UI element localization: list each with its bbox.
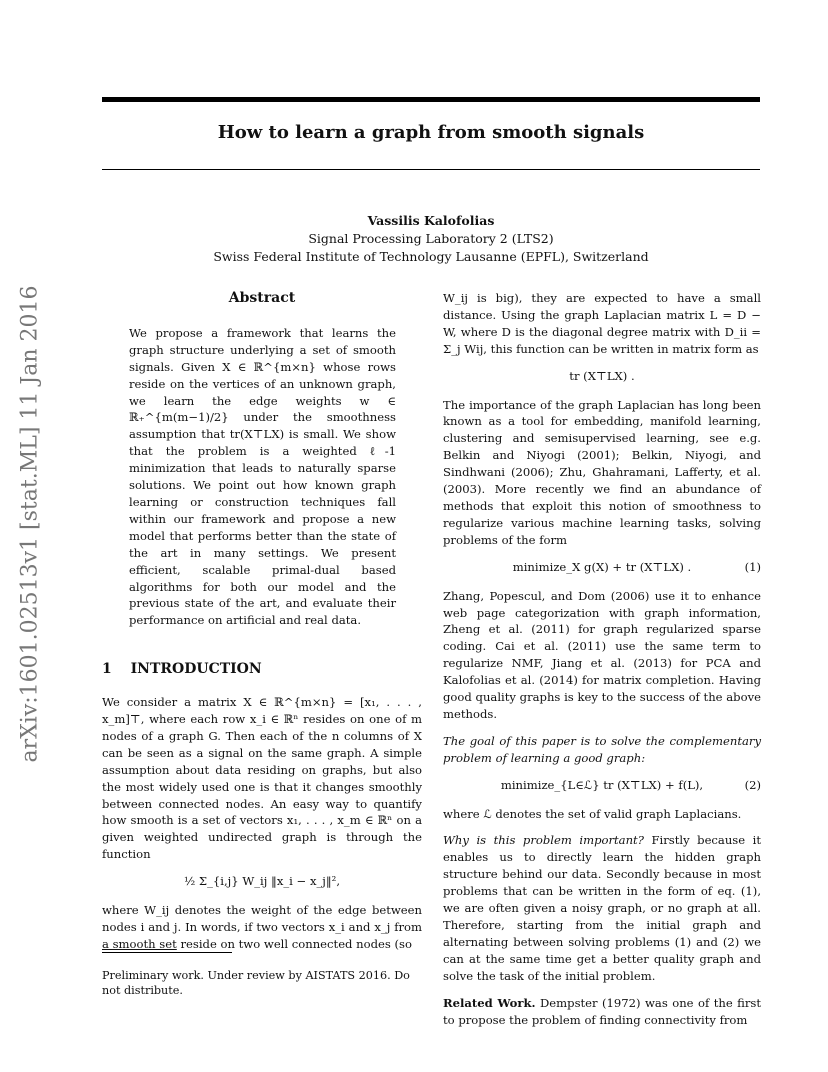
smooth-set-link[interactable]: a smooth set <box>102 936 177 951</box>
author-block <box>102 212 760 266</box>
section-number: 1 <box>102 661 112 678</box>
equation-2-label: (2) <box>744 777 761 792</box>
paper-title: How to learn a graph from smooth signals <box>217 122 645 143</box>
abstract-heading: Abstract <box>228 290 296 306</box>
goal-paragraph: The goal of this paper is to solve the complementary problem of learning a good graph: <box>443 733 761 765</box>
section-title: INTRODUCTION <box>130 661 262 678</box>
left-column <box>102 290 422 953</box>
footnote-rule <box>102 952 232 953</box>
equation-1-label: (1) <box>744 559 761 574</box>
importance-paragraph: The importance of the graph Laplacian has long been known as a tool for embedding, manifold learning, clustering and semisupervised learning, see e.g. Belkin and Niyogi (2001); Belkin, Niyogi, and Sindhwani (2006); Zhu, Ghahramani, Lafferty, et al. (2003). More recently we find an abundance of methods that exploit this notion of smoothness to regularize various machine learning tasks, solving problems of the form <box>443 397 761 547</box>
applications-paragraph: Zhang, Popescul, and Dom (2006) use it to enhance web page categorization with graph information, Zheng et al. (2011) for graph regularized sparse coding. Cai et al. (2011) use the same term to regularize NMF, Jiang et al. (2013) for PCA and Kalofolias et al. (2014) for matrix completion. Having good quality graphs is key to the success of the above methods. <box>443 588 761 721</box>
author-name: Vassilis Kalofolias <box>367 213 495 228</box>
equation-smoothness: ½ Σ_{i,j} W_ij ‖x_i − x_j‖², <box>183 874 341 889</box>
intro-paragraph-2: where W_ij denotes the weight of the edge between nodes i and j. In words, if two vectors x_i and x_j from a smooth set reside on two well connected nodes (so <box>102 903 422 951</box>
related-work-lead: Related Work. <box>443 995 536 1010</box>
arxiv-sidebar <box>12 284 48 764</box>
arxiv-id: arXiv:1601.02513v1 [stat.ML] 11 Jan 2016 <box>17 285 43 763</box>
abstract-text: We propose a framework that learns the graph structure underlying a set of smooth signals. Given X ∈ ℝ^{m×n} whose rows reside on the vertices of an unknown graph, we learn the edge weights w ∈ ℝ₊^{m(m−1)/2} under the smoothness assumption that tr(X⊤LX) is small. We show that the problem is a weighted ℓ-1 minimization that leads to naturally sparse solutions. We point out how known graph learning or construction techniques fall within our framework and propose a new model that performs better than the state of the art in many settings. We present efficient, scalable primal-dual based algorithms for both our model and the previous state of the art, and evaluate their performance on artificial and real data. <box>129 325 396 628</box>
intro-paragraph: We consider a matrix X ∈ ℝ^{m×n} = [x₁, . . . , x_m]⊤, where each row x_i ∈ ℝⁿ resides on one of m nodes of a graph G. Then each of the n columns of X can be seen as a signal on the same graph. A simple assumption about data residing on graphs, but also the most widely used one is that it changes smoothly between connected nodes. An easy way to quantify how smooth is a set of vectors x₁, . . . , x_m ∈ ℝⁿ on a given weighted undirected graph is through the function <box>102 695 422 862</box>
footnote: Preliminary work. Under review by AISTATS 2016. Do not distribute. <box>102 969 410 997</box>
equation-1: minimize_X g(X) + tr (X⊤LX) . (1) <box>512 559 761 574</box>
laplacian-paragraph: W_ij is big), they are expected to have a small distance. Using the graph Laplacian matrix L = D − W, where D is the diagonal degree matrix with D_ii = Σ_j Wij, this function can be written in matrix form as <box>443 291 761 356</box>
related-work-paragraph: Related Work. Dempster (1972) was one of the first to propose the problem of finding connectivity from <box>443 995 762 1027</box>
importance-question-paragraph: Why is this problem important? Firstly because it enables us to directly learn the hidden graph structure behind our data. Secondly because in most problems that can be written in the form of eq. (1), we are often given a noisy graph, or no graph at all. Therefore, starting from the initial graph and alternating between solving problems (1) and (2) we can at the same time get a better quality graph and solve the task of the initial problem. <box>443 833 761 983</box>
affiliation-institute: Swiss Federal Institute of Technology Lausanne (EPFL), Switzerland <box>213 249 649 264</box>
laplacian-set-paragraph: where ℒ denotes the set of valid graph Laplacians. <box>443 806 742 821</box>
question-lead: Why is this problem important? <box>443 833 644 848</box>
top-rule <box>102 97 760 102</box>
section-heading <box>102 661 422 678</box>
affiliation-lab: Signal Processing Laboratory 2 (LTS2) <box>308 231 554 246</box>
equation-trace: tr (X⊤LX) . <box>569 368 635 383</box>
right-column <box>443 290 761 1028</box>
title-rule <box>102 169 760 170</box>
equation-2: minimize_{L∈ℒ} tr (X⊤LX) + f(L), (2) <box>500 777 761 792</box>
